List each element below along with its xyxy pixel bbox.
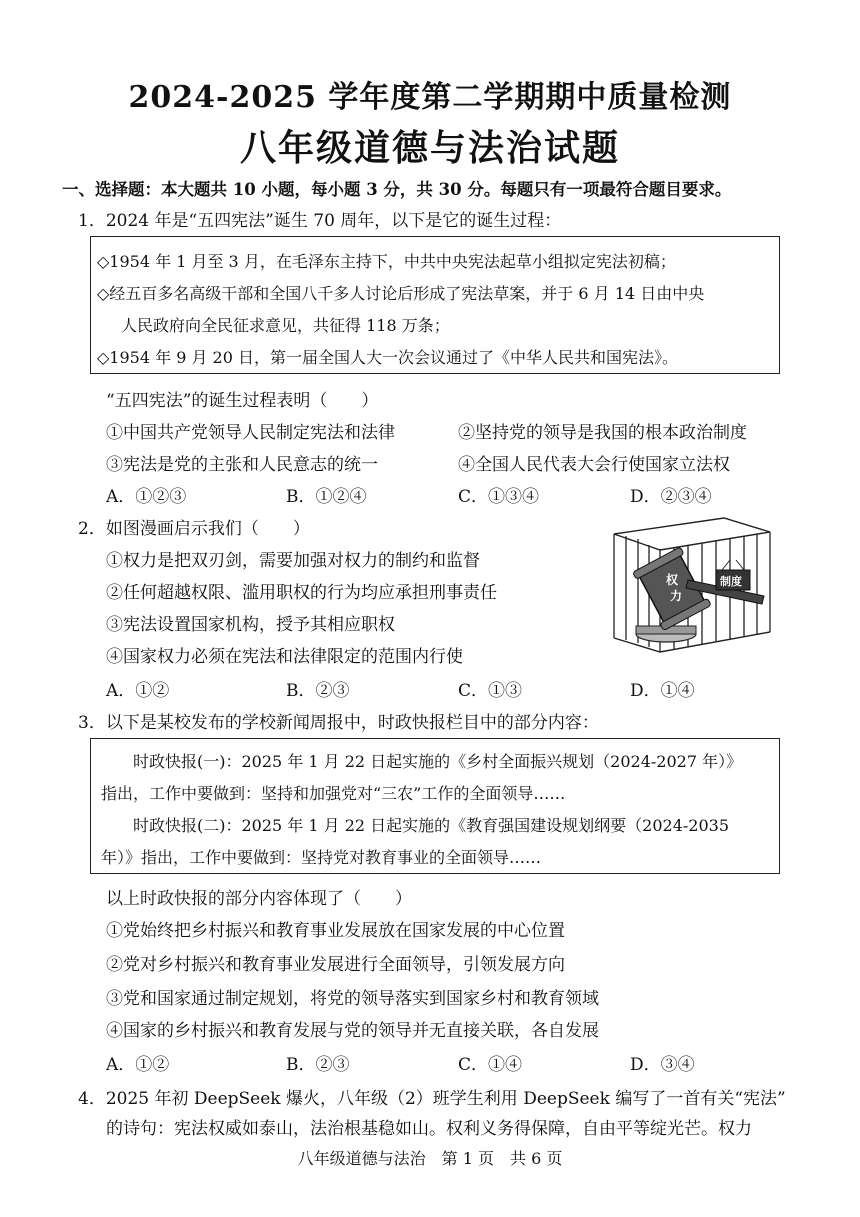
q3-box-line: 时政快报(二)：2025 年 1 月 22 日起实施的《教育强国建设规划纲要（2024-2035 — [133, 816, 730, 835]
q1-option-c[interactable]: C．①③④ — [458, 487, 540, 507]
cartoon-sign-label: 制度 — [720, 575, 742, 588]
q3-stem: 3．以下是某校发布的学校新闻周报中，时政快报栏目中的部分内容： — [78, 713, 599, 733]
q1-option-d[interactable]: D．②③④ — [630, 487, 712, 507]
cartoon-hammer-label-2: 力 — [670, 589, 683, 603]
q2-item: ①权力是把双刃剑，需要加强对权力的制约和监督 — [106, 551, 480, 571]
q1-box-line: 人民政府向全民征求意见，共征得 118 万条； — [121, 316, 450, 335]
subject-title: 八年级道德与法治试题 — [239, 127, 620, 169]
q4-line: 的诗句：宪法权威如泰山，法治根基稳如山。权利义务得保障，自由平等绽光芒。权力 — [106, 1119, 752, 1139]
page-footer: 八年级道德与法治 第 1 页 共 6 页 — [297, 1149, 563, 1168]
section-heading: 一、选择题：本大题共 10 小题，每小题 3 分，共 30 分。每题只有一项最符合题目要求。 — [62, 180, 732, 199]
q2-stem: 2．如图漫画启示我们（ ） — [78, 519, 310, 539]
q2-option-d[interactable]: D．①④ — [630, 681, 695, 701]
q3-box-line: 年）》指出，工作中要做到：坚持党对教育事业的全面领导…… — [101, 848, 542, 867]
q3-news-box — [90, 738, 780, 874]
q1-item: ③宪法是党的主张和人民意志的统一 — [106, 455, 378, 475]
q3-item: ③党和国家通过制定规划，将党的领导落实到国家乡村和教育领域 — [106, 989, 599, 1009]
q3-item: ④国家的乡村振兴和教育发展与党的领导并无直接关联，各自发展 — [106, 1021, 599, 1041]
q1-item: ④全国人民代表大会行使国家立法权 — [458, 455, 730, 475]
q2-option-c[interactable]: C．①③ — [458, 681, 523, 701]
q1-box-line: ◇1954 年 9 月 20 日，第一届全国人大一次会议通过了《中华人民共和国宪法》。 — [97, 348, 678, 367]
q1-info-box — [90, 236, 780, 374]
q3-question: 以上时政快报的部分内容体现了（ ） — [106, 889, 412, 909]
q3-option-b[interactable]: B．②③ — [286, 1055, 350, 1075]
q3-box-line: 时政快报(一)：2025 年 1 月 22 日起实施的《乡村全面振兴规划（2024-2027 年）》 — [133, 752, 743, 771]
q3-item: ①党始终把乡村振兴和教育事业发展放在国家发展的中心位置 — [106, 921, 565, 941]
q3-option-c[interactable]: C．①④ — [458, 1055, 523, 1075]
q4-line: 4．2025 年初 DeepSeek 爆火，八年级（2）班学生利用 DeepSeek 编写了一首有关“宪法” — [78, 1089, 786, 1109]
q3-option-d[interactable]: D．③④ — [630, 1055, 695, 1075]
q1-box-line: ◇经五百多名高级干部和全国八千多人讨论后形成了宪法草案，并于 6 月 14 日由中央 — [97, 284, 705, 303]
q2-option-b[interactable]: B．②③ — [286, 681, 350, 701]
q3-item: ②党对乡村振兴和教育事业发展进行全面领导，引领发展方向 — [106, 955, 565, 975]
q1-item: ②坚持党的领导是我国的根本政治制度 — [458, 423, 747, 443]
q1-question: “五四宪法”的诞生过程表明（ ） — [106, 391, 379, 411]
q1-box-line: ◇1954 年 1 月至 3 月，在毛泽东主持下，中共中央宪法起草小组拟定宪法初稿； — [97, 252, 676, 271]
exam-title: 2024-2025 学年度第二学期期中质量检测 — [128, 80, 732, 115]
q2-item: ②任何超越权限、滥用职权的行为均应承担刑事责任 — [106, 583, 497, 603]
q1-option-a[interactable]: A．①②③ — [106, 487, 187, 507]
q2-item: ③宪法设置国家机构，授予其相应职权 — [106, 615, 395, 635]
q1-item: ①中国共产党领导人民制定宪法和法律 — [106, 423, 395, 443]
q2-item: ④国家权力必须在宪法和法律限定的范围内行使 — [106, 647, 463, 667]
q1-stem: 1．2024 年是“五四宪法”诞生 70 周年，以下是它的诞生过程： — [78, 211, 562, 231]
q2-option-a[interactable]: A．①② — [106, 681, 170, 701]
cartoon-hammer-label-1: 权 — [666, 573, 679, 587]
q3-option-a[interactable]: A．①② — [106, 1055, 170, 1075]
cartoon-gavel-in-cage-illustration — [604, 512, 780, 662]
q1-option-b[interactable]: B．①②④ — [286, 487, 367, 507]
q3-box-line: 指出，工作中要做到：坚持和加强党对“三农”工作的全面领导…… — [101, 784, 566, 803]
